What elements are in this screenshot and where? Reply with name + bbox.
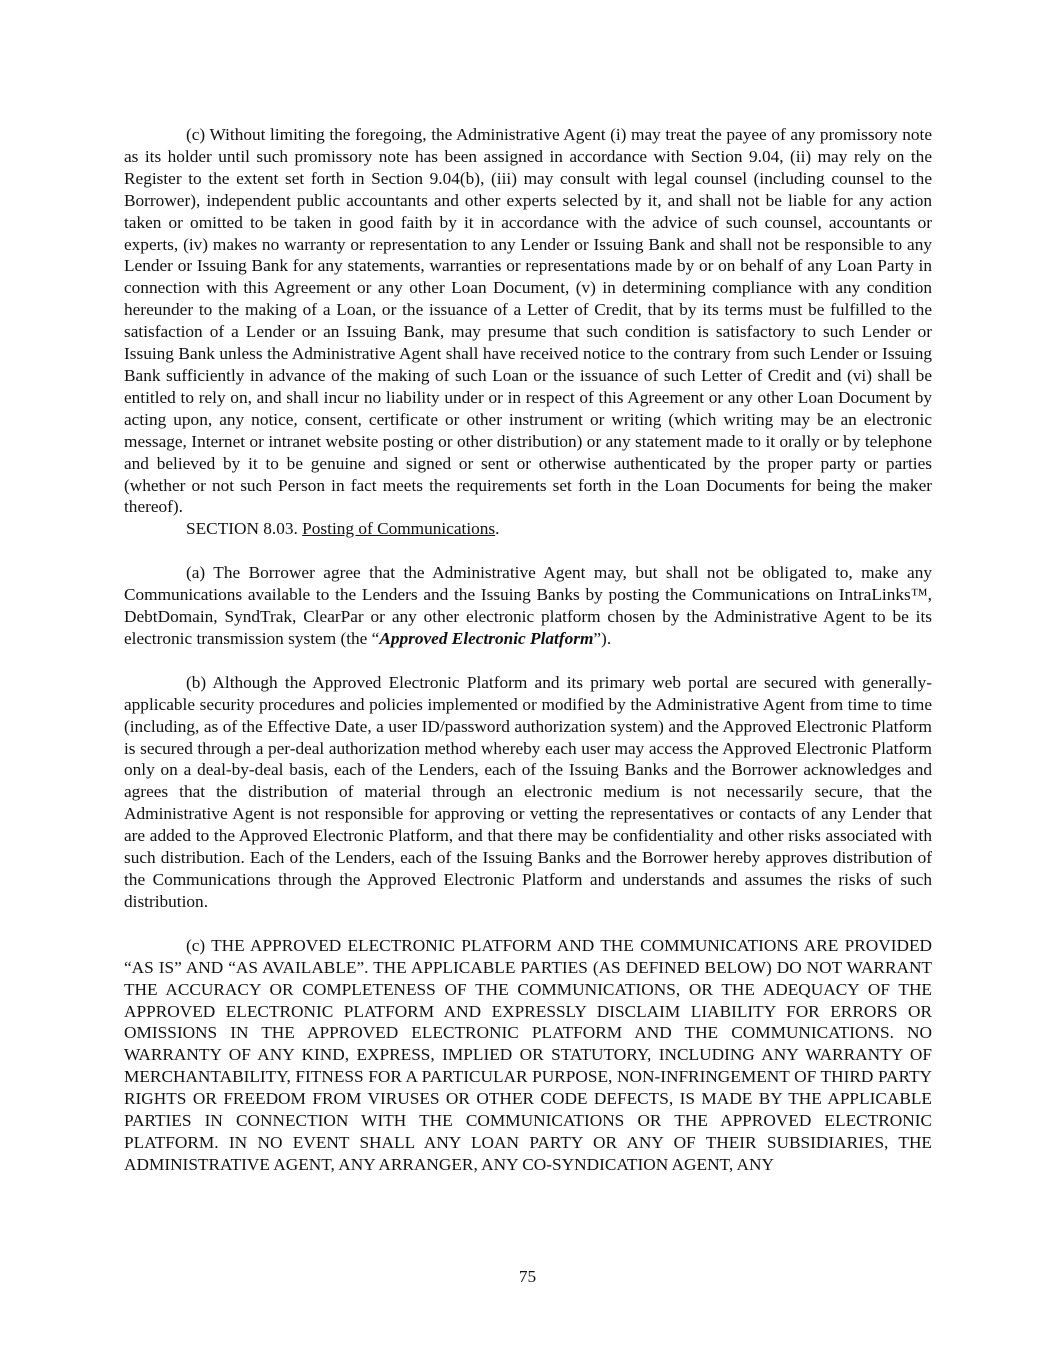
section-title: Posting of Communications [302, 519, 496, 539]
paragraph-c-disclaimer: (c) THE APPROVED ELECTRONIC PLATFORM AND THE COMMUNICATIONS ARE PROVIDED “AS IS” AND “AS AVAILABLE”. THE APPLICABLE PARTIES (AS DEFINED BELOW) DO NOT WARRANT THE ACCURACY OR COMPLETENESS OF THE COMMUNICATIONS, OR THE ADEQUACY OF THE APPROVED ELECTRONIC PLATFORM AND EXPRESSLY DISCLAIM LIABILITY FOR ERRORS OR OMISSIONS IN THE APPROVED ELECTRONIC PLATFORM AND THE COMMUNICATIONS. NO WARRANTY OF ANY KIND, EXPRESS, IMPLIED OR STATUTORY, INCLUDING ANY WARRANTY OF MERCHANTABILITY, FITNESS FOR A PARTICULAR PURPOSE, NON-INFRINGEMENT OF THIRD PARTY RIGHTS OR FREEDOM FROM VIRUSES OR OTHER CODE DEFECTS, IS MADE BY THE APPLICABLE PARTIES IN CONNECTION WITH THE COMMUNICATIONS OR THE APPROVED ELECTRONIC PLATFORM. IN NO EVENT SHALL ANY LOAN PARTY OR ANY OF THEIR SUBSIDIARIES, THE ADMINISTRATIVE AGENT, ANY ARRANGER, ANY CO-SYNDICATION AGENT, ANY [124, 935, 932, 1174]
paragraph-a-posting [124, 562, 932, 650]
section-heading [124, 518, 932, 540]
paragraph-a-text: (a) The Borrower agree that the Administrative Agent may, but shall not be obligated to, make any Communications available to the Lenders and the Issuing Banks by posting the Communications on IntraLinks™, DebtDomain, SyndTrak, ClearPar or any other electronic platform chosen by the Administrative Agent to be its electronic transmission system (the “ [124, 563, 932, 648]
paragraph-b-security: (b) Although the Approved Electronic Platform and its primary web portal are secured with generally-applicable security procedures and policies implemented or modified by the Administrative Agent from time to time (including, as of the Effective Date, a user ID/password authorization system) and the Approved Electronic Platform is secured through a per-deal authorization method whereby each user may access the Approved Electronic Platform only on a deal-by-deal basis, each of the Lenders, each of the Issuing Banks and the Borrower acknowledges and agrees that the distribution of material through an electronic medium is not necessarily secure, that the Administrative Agent is not responsible for approving or vetting the representatives or contacts of any Lender that are added to the Approved Electronic Platform, and that there may be confidentiality and other risks associated with such distribution. Each of the Lenders, each of the Issuing Banks and the Borrower hereby approves distribution of the Communications through the Approved Electronic Platform and understands and assumes the risks of such distribution. [124, 672, 932, 911]
paragraph-a-closing: ”). [593, 628, 612, 648]
page-number: 75 [518, 1267, 537, 1286]
section-number: SECTION 8.03. [186, 519, 303, 539]
paragraph-c-agent-reliance: (c) Without limiting the foregoing, the Administrative Agent (i) may treat the payee of any promissory note as its holder until such promissory note has been assigned in accordance with Section 9.04, (ii) may rely on the Register to the extent set forth in Section 9.04(b), (iii) may consult with legal counsel (including counsel to the Borrower), independent public accountants and other experts selected by it, and shall not be liable for any action taken or omitted to be taken in good faith by it in accordance with the advice of such counsel, accountants or experts, (iv) makes no warranty or representation to any Lender or Issuing Bank and shall not be responsible to any Lender or Issuing Bank for any statements, warranties or representations made by or on behalf of any Loan Party in connection with this Agreement or any other Loan Document, (v) in determining compliance with any condition hereunder to the making of a Loan, or the issuance of a Letter of Credit, that by its terms must be fulfilled to the satisfaction of a Lender or an Issuing Bank, may presume that such condition is satisfactory to such Lender or Issuing Bank unless the Administrative Agent shall have received notice to the contrary from such Lender or Issuing Bank sufficiently in advance of the making of such Loan or the issuance of such Letter of Credit and (vi) shall be entitled to rely on, and shall incur no liability under or in respect of this Agreement or any other Loan Document by acting upon, any notice, consent, certificate or other instrument or writing (which writing may be an electronic message, Internet or intranet website posting or other distribution) or any statement made to it orally or by telephone and believed by it to be genuine and signed or sent or otherwise authenticated by the proper party or parties (whether or not such Person in fact meets the requirements set forth in the Loan Documents for being the maker thereof). [124, 125, 932, 517]
document-page [124, 124, 932, 1176]
defined-term-approved-electronic-platform: Approved Electronic Platform [379, 628, 594, 648]
section-period: . [495, 519, 500, 539]
